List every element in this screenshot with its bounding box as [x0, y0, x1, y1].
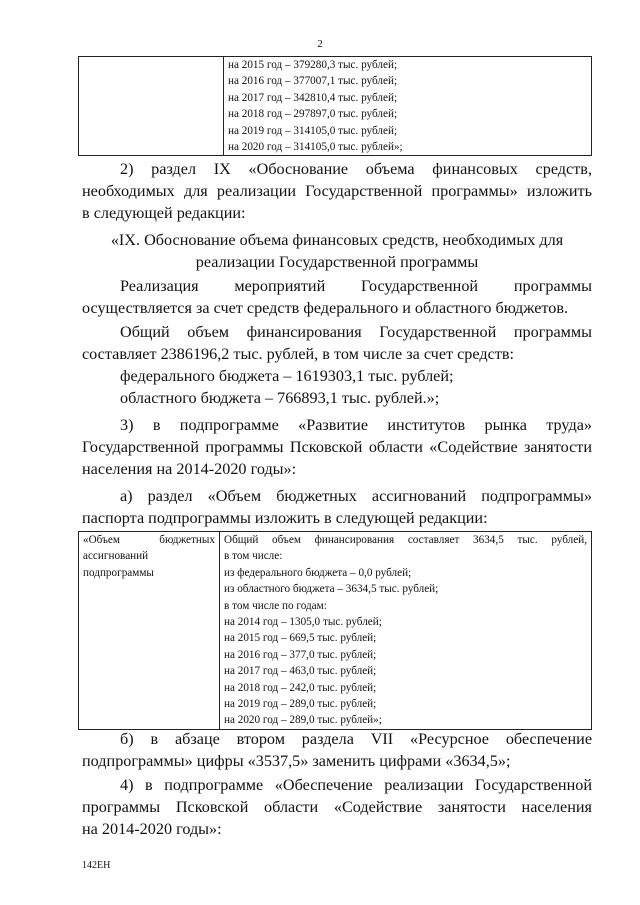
paragraph-line: подпрограммы» цифры «3537,5» заменить цифрами «3634,5»;: [82, 752, 511, 770]
budget-value-line: на 2018 год – 242,0 тыс. рублей;: [224, 681, 377, 694]
page-number: 2: [317, 38, 323, 50]
budget-value-line: на 2017 год – 463,0 тыс. рублей;: [224, 665, 377, 678]
budget-label-line: подпрограммы: [83, 566, 154, 579]
paragraph-line: федерального бюджета – 1619303,1 тыс. рублей;: [120, 367, 454, 385]
budget-table-label-cell: [79, 532, 220, 730]
top-table-left-cell: [79, 57, 224, 156]
top-table-row: на 2019 год – 314105,0 тыс. рублей;: [228, 124, 398, 137]
paragraph-line: Общий объем финансирования Государственной программы: [120, 323, 592, 341]
paragraph-line: Государственной программы Псковской области «Содействие занятости: [82, 438, 592, 456]
paragraph-line: на 2014-2020 годы»:: [82, 820, 222, 838]
budget-value-line: из областного бюджета – 3634,5 тыс. рублей;: [224, 583, 439, 596]
paragraph-line: осуществляется за счет средств федерального и областного бюджетов.: [82, 299, 569, 317]
budget-value-line: на 2015 год – 669,5 тыс. рублей;: [224, 632, 377, 645]
budget-value-line: в том числе по годам:: [224, 599, 327, 612]
paragraph-item-a: [82, 485, 592, 529]
top-table-row: на 2016 год – 377007,1 тыс. рублей;: [228, 75, 398, 88]
footer-code: 142ЕН: [82, 860, 111, 871]
paragraph-line: 3) в подпрограмме «Развитие институтов рынка труда»: [120, 416, 592, 434]
paragraph-item-b: [82, 728, 592, 772]
budget-value-line: в том числе:: [224, 550, 283, 563]
top-table-row: на 2015 год – 379280,3 тыс. рублей;: [228, 59, 398, 71]
heading-line: реализации Государственной программы: [195, 253, 479, 271]
paragraph-line: б) в абзаце втором раздела VII «Ресурсное обеспечение: [120, 730, 592, 748]
paragraph-line: Реализация мероприятий Государственной программы: [120, 277, 592, 295]
budget-label-line: «Объем бюджетных: [83, 534, 215, 546]
subprogram-budget-table: [78, 531, 592, 730]
paragraph-line: составляет 2386196,2 тыс. рублей, в том числе за счет средств:: [82, 345, 515, 363]
paragraph-line: а) раздел «Объем бюджетных ассигнований подпрограммы»: [120, 487, 592, 505]
top-table-row: на 2017 год – 342810,4 тыс. рублей;: [228, 91, 398, 104]
paragraph-line: областного бюджета – 766893,1 тыс. рублей.»;: [120, 389, 440, 407]
paragraph-line: программы Псковской области «Содействие занятости населения: [82, 798, 592, 816]
paragraph-item-2: [82, 158, 592, 224]
paragraph-line: 4) в подпрограмме «Обеспечение реализации Государственной: [120, 776, 592, 794]
budget-label-line: ассигнований: [83, 550, 149, 563]
paragraph-item-4: [82, 774, 592, 840]
paragraph-line: 2) раздел IX «Обоснование объема финансовых средств,: [120, 160, 592, 178]
paragraph-line: населения на 2014-2020 годы»:: [82, 460, 297, 478]
paragraph-item-3: [82, 414, 592, 480]
top-table-row: на 2018 год – 297897,0 тыс. рублей;: [228, 108, 398, 121]
budget-table-value-cell: [220, 532, 592, 730]
budget-value-line: на 2019 год – 289,0 тыс. рублей;: [224, 698, 377, 711]
paragraph-line: необходимых для реализации Государственной программы» изложить: [82, 182, 592, 200]
paragraph-line: паспорта подпрограммы изложить в следующей редакции:: [82, 509, 488, 527]
paragraph-realization: [82, 275, 592, 319]
top-budget-table: [78, 56, 592, 156]
budget-value-line: на 2020 год – 289,0 тыс. рублей»;: [224, 714, 382, 727]
budget-value-line: на 2014 год – 1305,0 тыс. рублей;: [224, 616, 382, 629]
section-heading: [82, 229, 592, 273]
budget-value-line: Общий объем финансирования составляет 3634,5 тыс. рублей,: [224, 534, 587, 546]
budget-value-line: на 2016 год – 377,0 тыс. рублей;: [224, 648, 377, 661]
paragraph-total-financing: [82, 321, 592, 409]
heading-line: «IX. Обоснование объема финансовых средств, необходимых для: [110, 231, 564, 249]
top-table-right-cell: [224, 57, 592, 156]
paragraph-line: в следующей редакции:: [82, 204, 246, 222]
budget-value-line: из федерального бюджета – 0,0 рублей;: [224, 566, 412, 579]
top-table-row: на 2020 год – 314105,0 тыс. рублей»;: [228, 141, 403, 154]
